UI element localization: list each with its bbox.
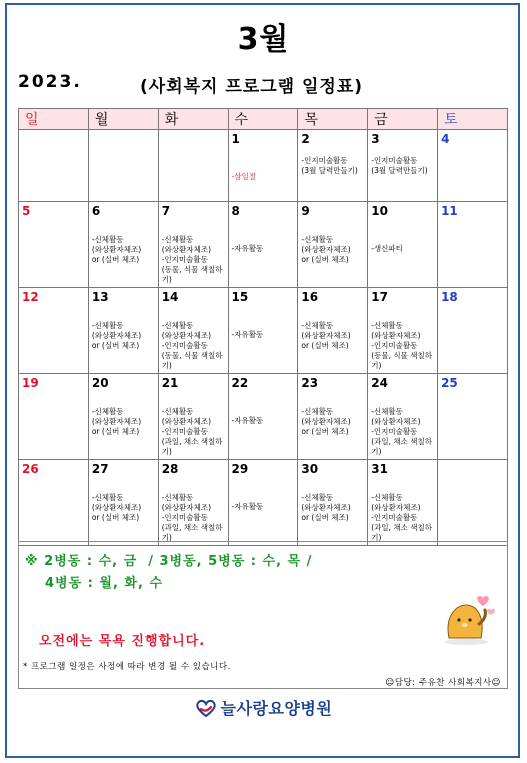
calendar-day-cell-fri [368,374,438,460]
day-number: 7 [161,204,171,218]
weekday-mon: 월 [88,109,158,130]
day-activity: -생신파티 [371,244,403,253]
day-activity: -자유활동 [231,502,264,511]
day-number: 6 [91,204,101,218]
weekday-fri: 금 [368,109,438,130]
day-number: 8 [231,204,240,218]
day-activity: -신체활동 (와상환자체조) -인지미술활동 (동물, 식물 색칠하기) [161,235,223,284]
day-activity: -신체활동 (와상환자체조) or (실버 체조) [91,235,142,264]
calendar-day-cell-mon [88,130,158,202]
day-activity: -신체활동 (와상환자체조) -인지미술활동 (과일, 채소 색칠하기) [371,493,433,542]
calendar-day-cell-thu [298,288,368,374]
day-activity: -신체활동 (와상환자체조) or (실버 체조) [91,493,142,522]
day-activity: -인지미술활동 (3월 달력만들기) [301,156,358,175]
day-number: 16 [301,290,319,304]
day-number: 20 [91,376,109,390]
calendar-week-row [19,130,508,202]
weekday-thu: 목 [298,109,368,130]
month-title: 3월 [237,22,290,57]
calendar-table [18,108,508,546]
schedule-change-disclaimer: * 프로그램 일정은 사정에 따라 변경 될 수 있습니다. [23,662,231,672]
calendar-day-cell-tue [158,130,228,202]
morning-bath-notice: 오전에는 목욕 진행합니다. [39,634,206,649]
heart-logo-icon [195,698,217,718]
calendar-day-cell-tue [158,460,228,546]
day-activity: -자유활동 [231,244,264,253]
calendar-day-cell-sun [19,374,89,460]
calendar-day-cell-fri [368,460,438,546]
day-activity: -신체활동 (와상환자체조) or (실버 체조) [91,321,142,350]
day-number: 26 [22,462,39,476]
day-activity: -신체활동 (와상환자체조) or (실버 체조) [301,493,351,522]
calendar-week-row [19,288,508,374]
calendar-day-cell-wed [228,460,298,546]
day-number: 2 [301,132,310,146]
calendar-day-cell-sat [438,374,508,460]
day-number: 24 [371,376,388,390]
calendar-day-cell-wed [228,374,298,460]
schedule-subtitle: (사회복지 프로그램 일정표) [140,77,364,97]
calendar-day-cell-sun [19,130,89,202]
day-activity: -신체활동 (와상환자체조) or (실버 체조) [301,235,351,264]
year-label: 2023. [18,72,82,92]
day-activity: -신체활동 (와상환자체조) -인지미술활동 (동물, 식물 색칠하기) [371,321,433,370]
day-activity: -신체활동 (와상환자체조) -인지미술활동 (동물, 식물 색칠하기) [161,321,223,370]
day-number: 12 [22,290,39,304]
ward-schedule-line2: 4병동 : 월, 화, 수 [45,576,164,591]
day-number: 3 [371,132,380,146]
calendar-day-cell-sun [19,460,89,546]
day-number: 28 [161,462,179,476]
calendar-day-cell-wed [228,202,298,288]
day-number: 25 [441,376,458,390]
calendar-day-cell-mon [88,202,158,288]
calendar-day-cell-thu [298,202,368,288]
calendar-week-row [19,374,508,460]
calendar-week-row [19,202,508,288]
day-activity: -자유활동 [231,330,264,339]
calendar-week-row [19,460,508,546]
day-number: 31 [371,462,388,476]
day-number: 17 [371,290,388,304]
day-number: 29 [231,462,249,476]
day-activity: -삼일절 [231,172,256,181]
day-activity: -신체활동 (와상환자체조) -인지미술활동 (과일, 채소 색칠하기) [161,493,223,542]
calendar-day-cell-wed [228,288,298,374]
calendar-day-cell-thu [298,374,368,460]
day-activity: -신체활동 (와상환자체조) or (실버 체조) [301,407,351,436]
calendar-day-cell-sat [438,202,508,288]
day-number: 23 [301,376,319,390]
day-number: 13 [91,290,109,304]
weekday-tue: 화 [158,109,228,130]
day-number: 14 [161,290,179,304]
day-activity: -신체활동 (와상환자체조) -인지미술활동 (과일, 채소 색칠하기) [161,407,223,456]
day-number: 5 [22,204,31,218]
day-activity: -신체활동 (와상환자체조) -인지미술활동 (과일, 채소 색칠하기) [371,407,433,456]
calendar-day-cell-sun [19,288,89,374]
calendar-day-cell-fri [368,130,438,202]
calendar-day-cell-wed [228,130,298,202]
day-activity: -신체활동 (와상환자체조) or (실버 체조) [301,321,351,350]
day-number: 15 [231,290,249,304]
day-number: 27 [91,462,109,476]
day-number: 30 [301,462,319,476]
day-number: 4 [441,132,450,146]
day-number: 21 [161,376,179,390]
day-number: 18 [441,290,458,304]
calendar-day-cell-sat [438,130,508,202]
ward-schedule-line1: ※ 2병동 : 수, 금 / 3병동, 5병동 : 수, 목 / [25,554,313,569]
day-number: 19 [22,376,39,390]
calendar-day-cell-thu [298,460,368,546]
weekday-sun: 일 [19,109,89,130]
day-number: 11 [441,204,458,218]
calendar-day-cell-fri [368,288,438,374]
weekday-header-row [19,109,508,130]
day-number: 10 [371,204,388,218]
calendar-day-cell-tue [158,202,228,288]
hospital-logo [0,696,527,722]
calendar-day-cell-thu [298,130,368,202]
calendar-day-cell-mon [88,288,158,374]
notice-box [18,541,508,689]
day-number: 1 [231,132,240,146]
contact-person: ☺담당: 주유찬 사회복지사☺ [385,678,501,688]
day-number: 9 [301,204,310,218]
day-activity: -인지미술활동 (3월 달력만들기) [371,156,428,175]
calendar-day-cell-sun [19,202,89,288]
calendar-day-cell-sat [438,288,508,374]
calendar-day-cell-mon [88,374,158,460]
hospital-name: 늘사랑요양병원 [220,699,333,718]
calendar-day-cell-fri [368,202,438,288]
calendar-day-cell-tue [158,374,228,460]
mascot-character-icon [435,588,497,646]
calendar-day-cell-tue [158,288,228,374]
day-activity: -자유활동 [231,416,264,425]
weekday-wed: 수 [228,109,298,130]
day-activity: -신체활동 (와상환자체조) or (실버 체조) [91,407,142,436]
calendar-day-cell-sat [438,460,508,546]
calendar-day-cell-mon [88,460,158,546]
weekday-sat: 토 [438,109,508,130]
day-number: 22 [231,376,249,390]
